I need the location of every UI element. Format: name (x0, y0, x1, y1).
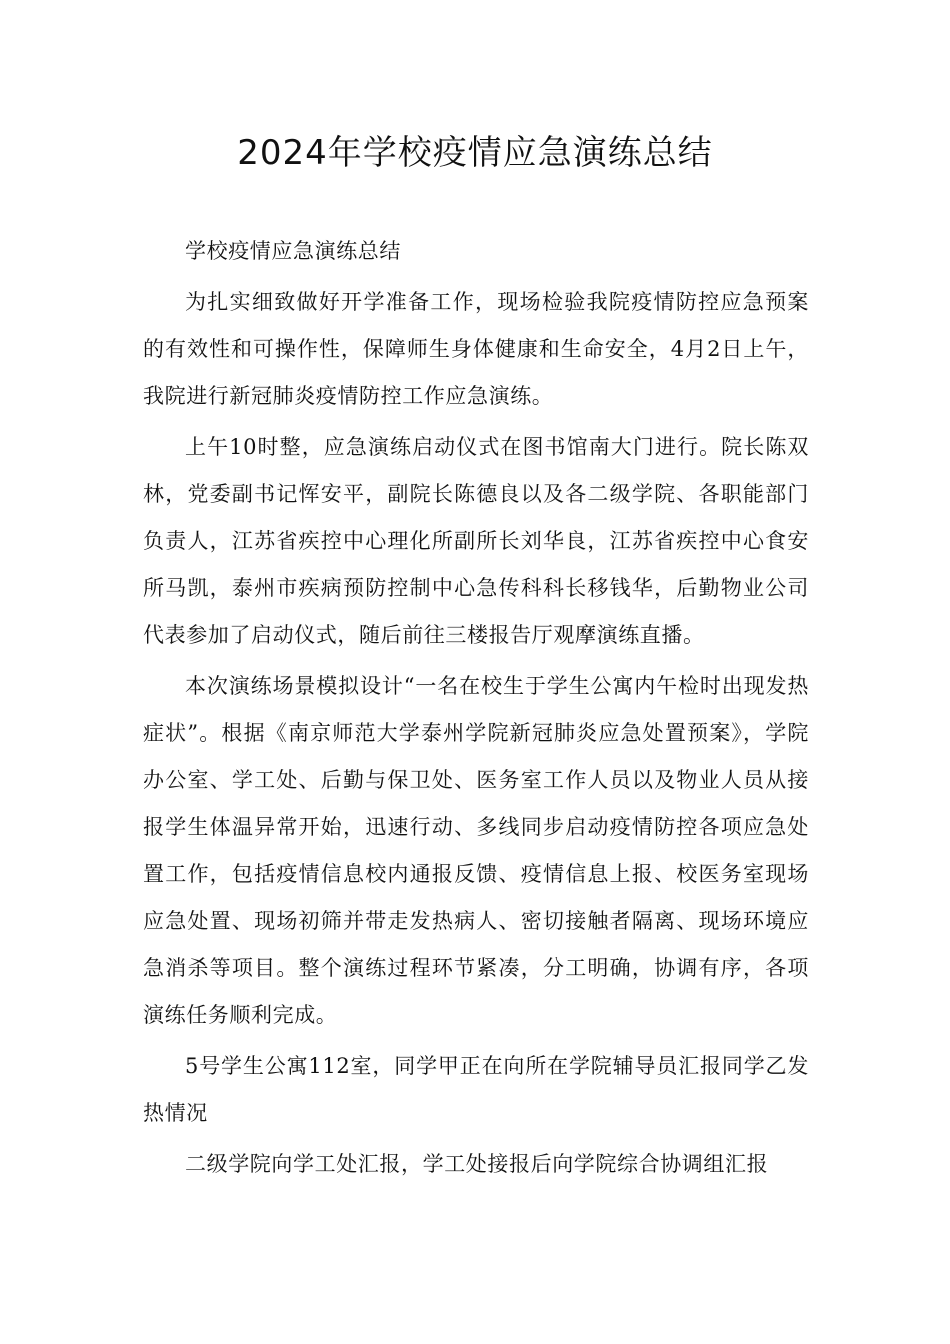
paragraph-dorm-report: 5号学生公寓112室，同学甲正在向所在学院辅导员汇报同学乙发热情况 (143, 1054, 809, 1125)
paragraph-college-report: 二级学院向学工处汇报，学工处接报后向学院综合协调组汇报 (185, 1152, 769, 1176)
paragraph-ceremony: 上午10时整，应急演练启动仪式在图书馆南大门进行。院长陈双林，党委副书记恽安平，副院长陈德良以及各二级学院、各职能部门负责人，江苏省疾控中心理化所副所长刘华良，江苏省疾控中心食安所马凯，泰州市疾病预防控制中心急传科科长移钱华，后勤物业公司代表参加了启动仪式，随后前往三楼报告厅观摩演练直播。 (143, 435, 809, 647)
paragraph-subtitle: 学校疫情应急演练总结 (185, 239, 401, 263)
paragraph-scenario: 本次演练场景模拟设计“一名在校生于学生公寓内午检时出现发热症状”。根据《南京师范大学泰州学院新冠肺炎应急处置预案》，学院办公室、学工处、后勤与保卫处、医务室工作人员以及物业人员从接报学生体温异常开始，迅速行动、多线同步启动疫情防控各项应急处置工作，包括疫情信息校内通报反馈、疫情信息上报、校医务室现场应急处置、现场初筛并带走发热病人、密切接触者隔离、现场环境应急消杀等项目。整个演练过程环节紧凑，分工明确，协调有序，各项演练任务顺利完成。 (143, 674, 809, 1027)
paragraph-intro: 为扎实细致做好开学准备工作，现场检验我院疫情防控应急预案的有效性和可操作性，保障师生身体健康和生命安全，4月2日上午，我院进行新冠肺炎疫情防控工作应急演练。 (143, 290, 809, 408)
document-body (143, 228, 809, 1192)
document-title: 2024年学校疫情应急演练总结 (237, 133, 713, 173)
